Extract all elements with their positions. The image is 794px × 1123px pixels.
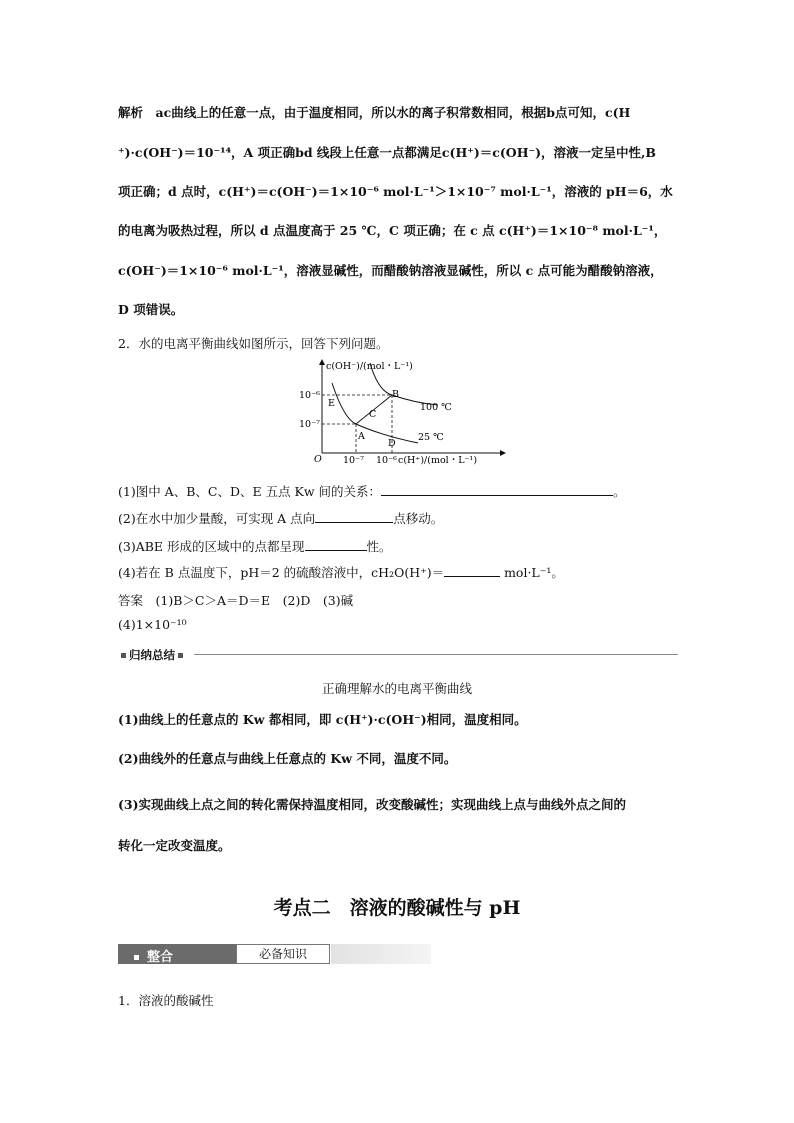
section-heading: 考点二 溶液的酸碱性与 pH [273, 897, 521, 919]
summary-point-3b: 转化一定改变温度。 [118, 838, 231, 853]
point-e-label: E [328, 398, 335, 409]
section-tag-bar [118, 944, 431, 964]
origin-label: O [314, 454, 322, 465]
point-c-label: C [369, 409, 377, 420]
summary-point-2: (2)曲线外的任意点与曲线上任意点的 Kw 不同，温度不同。 [118, 751, 457, 766]
sub-question-1-end: 。 [613, 484, 626, 499]
analysis-line-1: 解析 ac曲线上的任意一点，由于温度相同，所以水的离子积常数相同，根据b点可知，c(H [118, 105, 631, 120]
answer-line-1: 答案 (1)B＞C＞A＝D＝E (2)D (3)碱 [118, 593, 354, 608]
curve-25c-label: 25 ℃ [418, 432, 444, 443]
sub-question-1-text: (1)图中 A、B、C、D、E 五点 Kw 间的关系： [118, 484, 382, 499]
analysis-line-5: c(OH⁻)＝1×10⁻⁶ mol·L⁻¹，溶液显碱性，而醋酸钠溶液显碱性，所以 c 点可能为醋酸钠溶液， [118, 263, 663, 278]
curve-100c-label: 100 ℃ [420, 402, 452, 413]
summary-point-1: (1)曲线上的任意点的 Kw 都相同，即 c(H⁺)·c(OH⁻)相同，温度相同。 [118, 712, 527, 727]
answer-blank-3[interactable] [305, 538, 367, 551]
question-stem: 2．水的电离平衡曲线如图所示，回答下列问题。 [118, 336, 389, 351]
point-d-label: D [388, 438, 396, 449]
sub-question-4-text: (4)若在 B 点温度下，pH＝2 的硫酸溶液中，cH₂O(H⁺)＝ [118, 565, 445, 580]
y-tick-1e-6: 10⁻⁶ [299, 390, 320, 401]
summary-point-3a: (3)实现曲线上点之间的转化需保持温度相同，改变酸碱性；实现曲线上点与曲线外点之间的 [118, 797, 627, 812]
section-item-1: 1．溶液的酸碱性 [118, 993, 214, 1008]
tag-light: 必备知识 [236, 944, 330, 964]
point-a-label: A [358, 431, 365, 442]
answer-blank-4[interactable] [444, 564, 500, 577]
x-axis-label: c(H⁺)/(mol・L⁻¹) [398, 455, 478, 466]
analysis-line-4: 的电离为吸热过程，所以 d 点温度高于 25 ℃，C 项正确；在 c 点 c(H⁺)＝1×10⁻⁸ mol·L⁻¹， [118, 223, 667, 238]
analysis-line-3: 项正确；d 点时，c(H⁺)＝c(OH⁻)＝1×10⁻⁶ mol·L⁻¹＞1×10⁻⁷ mol·L⁻¹，溶液的 pH＝6，水 [118, 184, 673, 199]
sub-question-2 [118, 509, 443, 527]
water-ionization-diagram [280, 355, 510, 470]
summary-title: 正确理解水的电离平衡曲线 [321, 681, 472, 696]
answer-blank-1[interactable] [381, 483, 613, 496]
answer-blank-2[interactable] [315, 510, 393, 523]
sub-question-4-end: mol·L⁻¹。 [500, 565, 564, 580]
sub-question-4 [118, 563, 564, 581]
y-axis-label: c(OH⁻)/(mol・L⁻¹) [326, 361, 413, 372]
summary-label: 归纳总结 [118, 647, 186, 663]
summary-header-bar [118, 648, 678, 660]
sub-question-2-text: (2)在水中加少量酸，可实现 A 点向 [118, 511, 316, 526]
answer-line-2: (4)1×10⁻¹⁰ [118, 617, 187, 632]
sub-question-3 [118, 537, 392, 555]
sub-question-3-end: 性。 [366, 539, 392, 554]
point-b-label: B [392, 389, 399, 400]
sub-question-3-text: (3)ABE 形成的区域中的点都呈现 [118, 539, 305, 554]
x-tick-1e-6: 10⁻⁶ [376, 455, 397, 466]
y-tick-1e-7: 10⁻⁷ [299, 419, 320, 430]
tag-dark: 整合 [134, 946, 173, 965]
x-tick-1e-7: 10⁻⁷ [343, 455, 364, 466]
analysis-line-6: D 项错误。 [118, 302, 184, 317]
analysis-line-2: ⁺)·c(OH⁻)＝10⁻¹⁴，A 项正确bd 线段上任意一点都满足c(H⁺)＝c(OH⁻)，溶液一定呈中性,B [118, 145, 656, 160]
sub-question-2-end: 点移动。 [393, 511, 444, 526]
sub-question-1 [118, 482, 626, 500]
